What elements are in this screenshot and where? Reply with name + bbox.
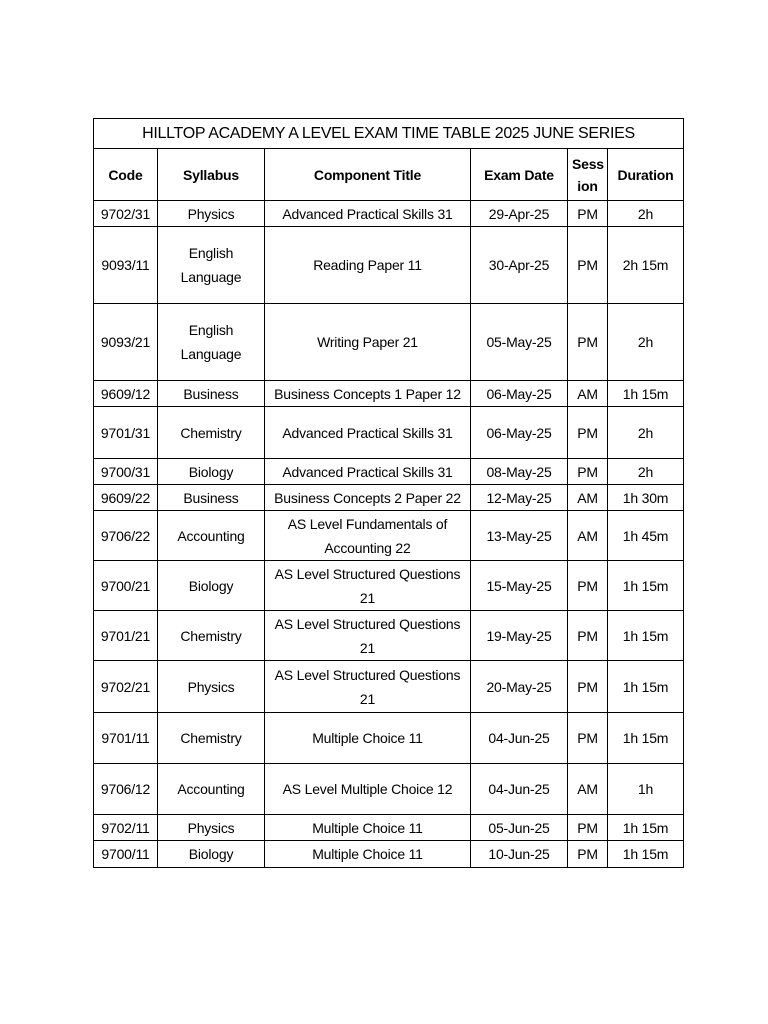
cell-syllabus: Biology [158, 459, 265, 485]
table-row [94, 201, 684, 227]
cell-syllabus: Chemistry [158, 407, 265, 459]
cell-session: AM [568, 485, 608, 511]
cell-duration: 1h 15m [608, 561, 684, 611]
timetable-title: HILLTOP ACADEMY A LEVEL EXAM TIME TABLE 2025 JUNE SERIES [94, 119, 684, 149]
cell-code: 9609/12 [94, 381, 158, 407]
cell-exam-date: 05-Jun-25 [471, 815, 568, 841]
table-row [94, 407, 684, 459]
cell-session: PM [568, 407, 608, 459]
cell-session: PM [568, 459, 608, 485]
table-row [94, 661, 684, 713]
cell-exam-date: 06-May-25 [471, 381, 568, 407]
cell-code: 9701/11 [94, 713, 158, 764]
cell-syllabus: Chemistry [158, 713, 265, 764]
cell-exam-date: 10-Jun-25 [471, 841, 568, 868]
table-row [94, 611, 684, 661]
cell-code: 9609/22 [94, 485, 158, 511]
cell-exam-date: 15-May-25 [471, 561, 568, 611]
cell-session: PM [568, 815, 608, 841]
cell-session: AM [568, 381, 608, 407]
table-row [94, 561, 684, 611]
table-row [94, 459, 684, 485]
cell-component-title: Multiple Choice 11 [265, 713, 471, 764]
cell-duration: 2h [608, 459, 684, 485]
cell-exam-date: 20-May-25 [471, 661, 568, 713]
cell-code: 9700/21 [94, 561, 158, 611]
cell-syllabus: Business [158, 485, 265, 511]
cell-duration: 1h 15m [608, 713, 684, 764]
header-component-title: Component Title [265, 149, 471, 201]
cell-duration: 1h 15m [608, 611, 684, 661]
cell-syllabus: Physics [158, 661, 265, 713]
cell-session: AM [568, 511, 608, 561]
cell-syllabus: Accounting [158, 511, 265, 561]
cell-code: 9702/21 [94, 661, 158, 713]
cell-session: PM [568, 841, 608, 868]
cell-exam-date: 04-Jun-25 [471, 764, 568, 815]
cell-exam-date: 04-Jun-25 [471, 713, 568, 764]
cell-session: PM [568, 661, 608, 713]
cell-component-title: Advanced Practical Skills 31 [265, 201, 471, 227]
table-row [94, 841, 684, 868]
cell-exam-date: 05-May-25 [471, 304, 568, 381]
header-exam-date: Exam Date [471, 149, 568, 201]
cell-code: 9701/21 [94, 611, 158, 661]
cell-code: 9093/11 [94, 227, 158, 304]
header-session: Sess ion [568, 149, 608, 201]
cell-duration: 1h [608, 764, 684, 815]
cell-duration: 1h 15m [608, 381, 684, 407]
cell-duration: 1h 15m [608, 661, 684, 713]
table-row [94, 815, 684, 841]
cell-component-title: Writing Paper 21 [265, 304, 471, 381]
header-duration: Duration [608, 149, 684, 201]
cell-code: 9701/31 [94, 407, 158, 459]
cell-syllabus: Physics [158, 815, 265, 841]
cell-session: PM [568, 304, 608, 381]
cell-component-title: Business Concepts 1 Paper 12 [265, 381, 471, 407]
cell-syllabus: Chemistry [158, 611, 265, 661]
cell-component-title: Multiple Choice 11 [265, 815, 471, 841]
cell-duration: 2h 15m [608, 227, 684, 304]
header-code: Code [94, 149, 158, 201]
cell-session: AM [568, 764, 608, 815]
cell-session: PM [568, 713, 608, 764]
cell-session: PM [568, 561, 608, 611]
cell-session: PM [568, 201, 608, 227]
cell-session: PM [568, 611, 608, 661]
cell-duration: 1h 30m [608, 485, 684, 511]
cell-exam-date: 12-May-25 [471, 485, 568, 511]
cell-syllabus: Physics [158, 201, 265, 227]
cell-exam-date: 06-May-25 [471, 407, 568, 459]
cell-exam-date: 13-May-25 [471, 511, 568, 561]
cell-code: 9702/11 [94, 815, 158, 841]
cell-duration: 2h [608, 304, 684, 381]
cell-syllabus: English Language [158, 304, 265, 381]
cell-code: 9700/31 [94, 459, 158, 485]
cell-duration: 2h [608, 407, 684, 459]
header-row [94, 149, 684, 201]
cell-exam-date: 19-May-25 [471, 611, 568, 661]
table-row [94, 227, 684, 304]
cell-code: 9702/31 [94, 201, 158, 227]
title-row [94, 119, 684, 149]
cell-code: 9093/21 [94, 304, 158, 381]
cell-exam-date: 29-Apr-25 [471, 201, 568, 227]
table-row [94, 764, 684, 815]
table-row [94, 713, 684, 764]
cell-component-title: AS Level Structured Questions 21 [265, 561, 471, 611]
table-row [94, 304, 684, 381]
cell-syllabus: Biology [158, 561, 265, 611]
cell-syllabus: Biology [158, 841, 265, 868]
exam-timetable [93, 118, 684, 868]
cell-component-title: Business Concepts 2 Paper 22 [265, 485, 471, 511]
timetable-body [94, 201, 684, 868]
cell-code: 9706/12 [94, 764, 158, 815]
cell-component-title: AS Level Fundamentals of Accounting 22 [265, 511, 471, 561]
cell-component-title: Advanced Practical Skills 31 [265, 407, 471, 459]
cell-duration: 1h 15m [608, 815, 684, 841]
cell-duration: 2h [608, 201, 684, 227]
exam-timetable-sheet [93, 118, 683, 868]
cell-session: PM [568, 227, 608, 304]
cell-duration: 1h 15m [608, 841, 684, 868]
table-row [94, 381, 684, 407]
cell-component-title: Multiple Choice 11 [265, 841, 471, 868]
cell-code: 9706/22 [94, 511, 158, 561]
cell-duration: 1h 45m [608, 511, 684, 561]
cell-component-title: AS Level Structured Questions 21 [265, 611, 471, 661]
header-syllabus: Syllabus [158, 149, 265, 201]
cell-syllabus: English Language [158, 227, 265, 304]
cell-syllabus: Accounting [158, 764, 265, 815]
cell-component-title: AS Level Multiple Choice 12 [265, 764, 471, 815]
cell-exam-date: 08-May-25 [471, 459, 568, 485]
cell-component-title: AS Level Structured Questions 21 [265, 661, 471, 713]
cell-syllabus: Business [158, 381, 265, 407]
cell-exam-date: 30-Apr-25 [471, 227, 568, 304]
table-row [94, 511, 684, 561]
table-row [94, 485, 684, 511]
cell-code: 9700/11 [94, 841, 158, 868]
cell-component-title: Reading Paper 11 [265, 227, 471, 304]
cell-component-title: Advanced Practical Skills 31 [265, 459, 471, 485]
